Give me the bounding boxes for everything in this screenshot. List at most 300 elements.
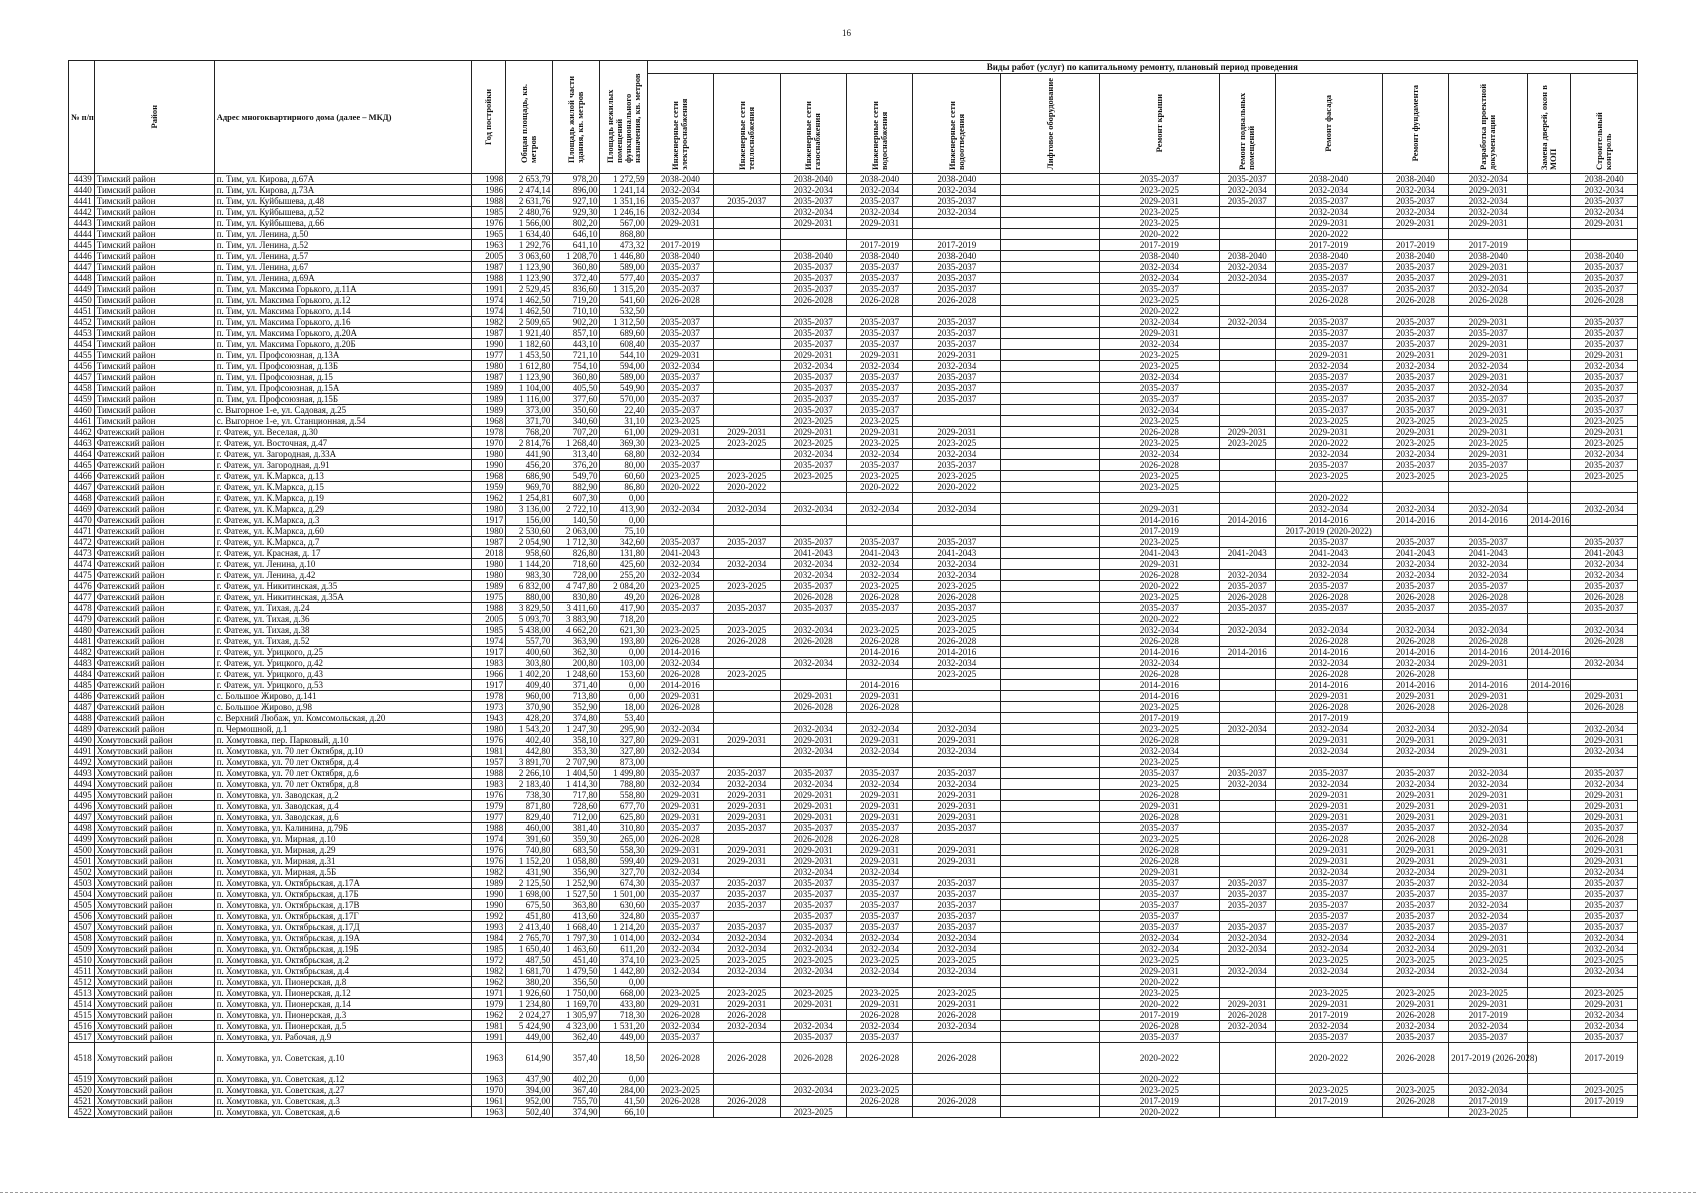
cell-work-design-docs: 2041-2043	[1449, 548, 1528, 559]
cell-work-doors-windows	[1528, 988, 1571, 999]
cell-work-water: 2032-2034	[846, 361, 912, 372]
cell-work-basement	[1219, 295, 1275, 306]
cell-work-roof: 2020-2022	[1099, 1043, 1219, 1074]
cell-work-construction-control: 2029-2031	[1571, 218, 1638, 229]
cell-work-construction-control	[1571, 614, 1638, 625]
cell-address: г. Фатеж, ул. К.Маркса, д.7	[214, 537, 471, 548]
cell-work-basement	[1219, 526, 1275, 537]
cell-work-heat: 2032-2034	[714, 966, 780, 977]
cell-address: г. Фатеж, ул. Тихая, д.52	[214, 636, 471, 647]
cell-work-sewer: 2023-2025	[913, 988, 1001, 999]
table-row	[69, 229, 1638, 240]
cell-district: Тимский район	[94, 317, 214, 328]
cell-row-number: 4499	[69, 834, 95, 845]
cell-work-facade: 2026-2028	[1275, 636, 1382, 647]
table-row	[69, 746, 1638, 757]
cell-work-foundation: 2029-2031	[1382, 735, 1448, 746]
cell-work-construction-control: 2035-2037	[1571, 262, 1638, 273]
cell-work-elevator	[1001, 416, 1100, 427]
cell-work-foundation: 2026-2028	[1382, 592, 1448, 603]
cell-work-doors-windows	[1528, 669, 1571, 680]
cell-build-year: 1993	[471, 922, 505, 933]
cell-build-year: 1989	[471, 581, 505, 592]
cell-work-basement	[1219, 284, 1275, 295]
cell-work-roof: 2032-2034	[1099, 449, 1219, 460]
cell-work-electric: 2029-2031	[647, 845, 713, 856]
cell-work-electric: 2032-2034	[647, 185, 713, 196]
cell-row-number: 4512	[69, 977, 95, 988]
cell-work-basement	[1219, 746, 1275, 757]
cell-work-construction-control: 2026-2028	[1571, 592, 1638, 603]
cell-district: Фатежский район	[94, 625, 214, 636]
cell-work-gas	[780, 647, 846, 658]
cell-work-heat	[714, 548, 780, 559]
cell-work-elevator	[1001, 713, 1100, 724]
cell-work-heat: 2023-2025	[714, 625, 780, 636]
cell-work-facade: 2035-2037	[1275, 284, 1382, 295]
cell-work-basement: 2041-2043	[1219, 548, 1275, 559]
cell-living-area: 607,30	[553, 493, 600, 504]
cell-build-year: 1972	[471, 955, 505, 966]
cell-work-construction-control: 2032-2034	[1571, 504, 1638, 515]
cell-work-roof	[1099, 493, 1219, 504]
header-work-1: Инженерные сети теплоснабжения	[714, 74, 780, 174]
cell-total-area: 1 543,20	[506, 724, 553, 735]
cell-work-roof: 2023-2025	[1099, 471, 1219, 482]
cell-total-area: 2 125,50	[506, 878, 553, 889]
cell-work-water: 2035-2037	[846, 603, 912, 614]
cell-nonliving-area: 18,50	[600, 1043, 647, 1074]
cell-work-sewer: 2035-2037	[913, 273, 1001, 284]
cell-living-area: 826,80	[553, 548, 600, 559]
cell-work-basement	[1219, 361, 1275, 372]
cell-work-foundation: 2023-2025	[1382, 438, 1448, 449]
cell-work-foundation: 2026-2028	[1382, 636, 1448, 647]
cell-work-design-docs: 2035-2037	[1449, 581, 1528, 592]
cell-work-roof: 2023-2025	[1099, 438, 1219, 449]
cell-work-heat	[714, 207, 780, 218]
cell-work-water: 2035-2037	[846, 889, 912, 900]
cell-work-foundation: 2035-2037	[1382, 196, 1448, 207]
cell-work-elevator	[1001, 823, 1100, 834]
cell-work-construction-control: 2035-2037	[1571, 878, 1638, 889]
cell-work-doors-windows	[1528, 801, 1571, 812]
cell-address: п. Хомутовка, ул. Октябрьская, д.17Б	[214, 889, 471, 900]
cell-work-foundation: 2032-2034	[1382, 933, 1448, 944]
cell-address: п. Тим, ул. Ленина, д.67	[214, 262, 471, 273]
cell-work-doors-windows	[1528, 581, 1571, 592]
header-work-11: Замена дверей, окон в МОП	[1528, 74, 1571, 174]
cell-work-construction-control: 2032-2034	[1571, 361, 1638, 372]
cell-living-area: 340,60	[553, 416, 600, 427]
cell-district: Тимский район	[94, 339, 214, 350]
cell-work-doors-windows	[1528, 1074, 1571, 1085]
cell-work-basement: 2032-2034	[1219, 944, 1275, 955]
cell-build-year: 1917	[471, 515, 505, 526]
cell-work-design-docs: 2029-2031	[1449, 339, 1528, 350]
cell-work-gas: 2029-2031	[780, 812, 846, 823]
cell-work-heat: 2029-2031	[714, 735, 780, 746]
cell-work-water: 2023-2025	[846, 625, 912, 636]
cell-work-sewer: 2029-2031	[913, 350, 1001, 361]
cell-work-facade: 2032-2034	[1275, 933, 1382, 944]
cell-work-doors-windows	[1528, 361, 1571, 372]
cell-build-year: 1965	[471, 229, 505, 240]
cell-work-roof: 2041-2043	[1099, 548, 1219, 559]
cell-work-sewer: 2041-2043	[913, 548, 1001, 559]
cell-living-area: 3 411,60	[553, 603, 600, 614]
cell-living-area: 2 707,90	[553, 757, 600, 768]
cell-work-gas: 2032-2034	[780, 625, 846, 636]
cell-row-number: 4474	[69, 559, 95, 570]
cell-row-number: 4478	[69, 603, 95, 614]
cell-work-construction-control: 2029-2031	[1571, 427, 1638, 438]
cell-build-year: 1973	[471, 702, 505, 713]
cell-work-elevator	[1001, 273, 1100, 284]
cell-build-year: 1980	[471, 361, 505, 372]
cell-work-water: 2029-2031	[846, 735, 912, 746]
cell-district: Хомутовский район	[94, 878, 214, 889]
cell-living-area: 377,60	[553, 394, 600, 405]
cell-district: Хомутовский район	[94, 1021, 214, 1032]
cell-work-doors-windows	[1528, 1010, 1571, 1021]
cell-district: Хомутовский район	[94, 746, 214, 757]
cell-build-year: 1987	[471, 328, 505, 339]
cell-work-electric: 2035-2037	[647, 328, 713, 339]
cell-work-heat: 2026-2028	[714, 1043, 780, 1074]
cell-total-area: 686,90	[506, 471, 553, 482]
cell-work-foundation	[1382, 306, 1448, 317]
cell-work-electric: 2026-2028	[647, 636, 713, 647]
table-row	[69, 911, 1638, 922]
cell-work-construction-control: 2023-2025	[1571, 988, 1638, 999]
cell-address: г. Фатеж, ул. К.Маркса, д.60	[214, 526, 471, 537]
cell-work-roof: 2035-2037	[1099, 394, 1219, 405]
cell-total-area: 431,90	[506, 867, 553, 878]
cell-work-water	[846, 526, 912, 537]
cell-row-number: 4448	[69, 273, 95, 284]
cell-nonliving-area: 153,60	[600, 669, 647, 680]
table-row	[69, 691, 1638, 702]
cell-work-electric: 2035-2037	[647, 922, 713, 933]
cell-work-doors-windows	[1528, 900, 1571, 911]
cell-work-gas	[780, 977, 846, 988]
table-row	[69, 790, 1638, 801]
cell-work-sewer	[913, 526, 1001, 537]
cell-work-electric: 2014-2016	[647, 647, 713, 658]
cell-work-heat	[714, 328, 780, 339]
cell-work-design-docs: 2014-2016	[1449, 680, 1528, 691]
cell-work-heat	[714, 757, 780, 768]
cell-work-water: 2032-2034	[846, 207, 912, 218]
cell-work-doors-windows: 2014-2016	[1528, 515, 1571, 526]
cell-work-electric: 2026-2028	[647, 1096, 713, 1107]
cell-district: Фатежский район	[94, 702, 214, 713]
cell-work-facade: 2035-2037	[1275, 911, 1382, 922]
cell-build-year: 1990	[471, 900, 505, 911]
cell-work-basement	[1219, 416, 1275, 427]
cell-work-doors-windows	[1528, 383, 1571, 394]
cell-total-area: 2 530,60	[506, 526, 553, 537]
table-row	[69, 603, 1638, 614]
table-row	[69, 647, 1638, 658]
cell-row-number: 4443	[69, 218, 95, 229]
cell-address: п. Хомутовка, ул. 70 лет Октября, д.4	[214, 757, 471, 768]
cell-address: п. Тим, ул. Максима Горького, д.16	[214, 317, 471, 328]
cell-work-foundation: 2035-2037	[1382, 273, 1448, 284]
table-row	[69, 812, 1638, 823]
cell-district: Фатежский район	[94, 504, 214, 515]
cell-work-electric: 2029-2031	[647, 427, 713, 438]
cell-work-facade	[1275, 977, 1382, 988]
cell-work-basement	[1219, 988, 1275, 999]
cell-nonliving-area: 0,00	[600, 691, 647, 702]
cell-work-design-docs: 2032-2034	[1449, 779, 1528, 790]
cell-district: Хомутовский район	[94, 999, 214, 1010]
cell-work-heat	[714, 691, 780, 702]
cell-living-area: 1 247,30	[553, 724, 600, 735]
cell-work-elevator	[1001, 284, 1100, 295]
cell-work-construction-control: 2023-2025	[1571, 438, 1638, 449]
cell-work-roof: 2026-2028	[1099, 735, 1219, 746]
cell-work-doors-windows	[1528, 746, 1571, 757]
cell-row-number: 4444	[69, 229, 95, 240]
cell-nonliving-area: 1 531,20	[600, 1021, 647, 1032]
cell-work-electric: 2023-2025	[647, 955, 713, 966]
cell-work-heat	[714, 911, 780, 922]
cell-work-electric: 2035-2037	[647, 339, 713, 350]
cell-work-water: 2035-2037	[846, 823, 912, 834]
cell-work-electric	[647, 526, 713, 537]
cell-work-basement	[1219, 1096, 1275, 1107]
cell-total-area: 5 093,70	[506, 614, 553, 625]
cell-nonliving-area: 630,60	[600, 900, 647, 911]
cell-work-basement	[1219, 460, 1275, 471]
cell-work-heat	[714, 1074, 780, 1085]
cell-work-heat: 2026-2028	[714, 1010, 780, 1021]
cell-work-water: 2029-2031	[846, 856, 912, 867]
cell-work-foundation: 2035-2037	[1382, 900, 1448, 911]
cell-work-basement: 2026-2028	[1219, 592, 1275, 603]
cell-work-facade: 2032-2034	[1275, 449, 1382, 460]
cell-work-gas: 2023-2025	[780, 416, 846, 427]
cell-work-design-docs: 2032-2034	[1449, 724, 1528, 735]
cell-work-construction-control	[1571, 240, 1638, 251]
cell-work-heat: 2026-2028	[714, 636, 780, 647]
cell-work-roof: 2035-2037	[1099, 1032, 1219, 1043]
table-row	[69, 581, 1638, 592]
cell-work-elevator	[1001, 735, 1100, 746]
cell-work-facade: 2035-2037	[1275, 900, 1382, 911]
cell-work-water: 2026-2028	[846, 702, 912, 713]
cell-build-year: 1962	[471, 1010, 505, 1021]
table-row	[69, 1085, 1638, 1096]
cell-work-roof: 2023-2025	[1099, 592, 1219, 603]
cell-work-roof: 2029-2031	[1099, 966, 1219, 977]
table-row	[69, 933, 1638, 944]
cell-work-electric: 2023-2025	[647, 1085, 713, 1096]
cell-district: Хомутовский район	[94, 933, 214, 944]
cell-work-construction-control	[1571, 1107, 1638, 1118]
cell-living-area: 902,20	[553, 317, 600, 328]
cell-work-facade: 2038-2040	[1275, 251, 1382, 262]
cell-row-number: 4490	[69, 735, 95, 746]
cell-work-basement	[1219, 1085, 1275, 1096]
cell-work-basement	[1219, 328, 1275, 339]
cell-work-roof: 2023-2025	[1099, 988, 1219, 999]
cell-work-elevator	[1001, 944, 1100, 955]
cell-build-year: 1979	[471, 801, 505, 812]
table-row	[69, 977, 1638, 988]
cell-work-design-docs: 2029-2031	[1449, 845, 1528, 856]
cell-living-area: 402,20	[553, 1074, 600, 1085]
cell-work-foundation: 2029-2031	[1382, 812, 1448, 823]
cell-work-electric: 2026-2028	[647, 702, 713, 713]
cell-district: Хомутовский район	[94, 988, 214, 999]
cell-row-number: 4493	[69, 768, 95, 779]
cell-total-area: 738,30	[506, 790, 553, 801]
cell-work-elevator	[1001, 559, 1100, 570]
cell-work-gas: 2038-2040	[780, 174, 846, 185]
table-row	[69, 922, 1638, 933]
cell-district: Фатежский район	[94, 460, 214, 471]
cell-work-foundation	[1382, 1074, 1448, 1085]
cell-build-year: 1966	[471, 669, 505, 680]
cell-living-area: 646,10	[553, 229, 600, 240]
cell-work-sewer	[913, 493, 1001, 504]
cell-work-sewer: 2035-2037	[913, 284, 1001, 295]
cell-work-doors-windows	[1528, 350, 1571, 361]
cell-work-electric: 2035-2037	[647, 603, 713, 614]
cell-work-sewer: 2032-2034	[913, 449, 1001, 460]
cell-district: Тимский район	[94, 273, 214, 284]
cell-work-basement	[1219, 449, 1275, 460]
cell-work-gas: 2029-2031	[780, 427, 846, 438]
cell-row-number: 4518	[69, 1043, 95, 1074]
cell-work-design-docs: 2029-2031	[1449, 427, 1528, 438]
cell-total-area: 1 292,76	[506, 240, 553, 251]
cell-work-sewer: 2032-2034	[913, 933, 1001, 944]
cell-total-area: 1 453,50	[506, 350, 553, 361]
cell-work-elevator	[1001, 977, 1100, 988]
cell-work-foundation: 2029-2031	[1382, 218, 1448, 229]
cell-work-roof: 2035-2037	[1099, 603, 1219, 614]
cell-work-design-docs: 2032-2034	[1449, 625, 1528, 636]
cell-work-basement	[1219, 306, 1275, 317]
table-row	[69, 493, 1638, 504]
cell-work-water: 2023-2025	[846, 581, 912, 592]
cell-build-year: 1990	[471, 339, 505, 350]
cell-work-doors-windows	[1528, 251, 1571, 262]
cell-address: с. Выгорное 1-е, ул. Станционная, д.54	[214, 416, 471, 427]
cell-address: п. Хомутовка, ул. Мирная, д.10	[214, 834, 471, 845]
cell-work-doors-windows	[1528, 207, 1571, 218]
cell-row-number: 4445	[69, 240, 95, 251]
cell-work-heat	[714, 251, 780, 262]
cell-work-electric: 2029-2031	[647, 812, 713, 823]
cell-address: п. Тим, ул. Максима Горького, д.20Б	[214, 339, 471, 350]
cell-living-area: 683,50	[553, 845, 600, 856]
table-row	[69, 1021, 1638, 1032]
cell-work-facade: 2014-2016	[1275, 647, 1382, 658]
cell-work-construction-control: 2035-2037	[1571, 889, 1638, 900]
cell-work-sewer: 2035-2037	[913, 317, 1001, 328]
cell-work-water: 2023-2025	[846, 1085, 912, 1096]
cell-row-number: 4475	[69, 570, 95, 581]
cell-build-year: 1989	[471, 383, 505, 394]
cell-address: г. Фатеж, ул. Ленина, д.42	[214, 570, 471, 581]
cell-address: п. Хомутовка, ул. 70 лет Октября, д.10	[214, 746, 471, 757]
cell-total-area: 303,80	[506, 658, 553, 669]
cell-work-basement	[1219, 1107, 1275, 1118]
cell-district: Тимский район	[94, 174, 214, 185]
cell-build-year: 1988	[471, 823, 505, 834]
cell-district: Хомутовский район	[94, 1085, 214, 1096]
cell-work-elevator	[1001, 339, 1100, 350]
cell-nonliving-area: 549,90	[600, 383, 647, 394]
cell-work-construction-control	[1571, 1074, 1638, 1085]
cell-total-area: 1 144,20	[506, 559, 553, 570]
cell-work-water: 2026-2028	[846, 1010, 912, 1021]
cell-work-facade: 2035-2037	[1275, 878, 1382, 889]
cell-district: Хомутовский район	[94, 1107, 214, 1118]
cell-work-heat: 2035-2037	[714, 196, 780, 207]
cell-build-year: 1981	[471, 1021, 505, 1032]
cell-row-number: 4446	[69, 251, 95, 262]
cell-row-number: 4491	[69, 746, 95, 757]
cell-work-gas: 2029-2031	[780, 856, 846, 867]
cell-work-water: 2029-2031	[846, 350, 912, 361]
cell-work-water: 2035-2037	[846, 922, 912, 933]
cell-living-area: 363,90	[553, 636, 600, 647]
cell-address: п. Хомутовка, ул. Октябрьская, д.2	[214, 955, 471, 966]
cell-build-year: 1991	[471, 284, 505, 295]
cell-work-gas: 2035-2037	[780, 394, 846, 405]
cell-work-doors-windows	[1528, 284, 1571, 295]
cell-work-heat	[714, 746, 780, 757]
cell-work-elevator	[1001, 383, 1100, 394]
cell-work-roof: 2035-2037	[1099, 284, 1219, 295]
cell-work-elevator	[1001, 647, 1100, 658]
cell-build-year: 1978	[471, 691, 505, 702]
cell-work-doors-windows	[1528, 427, 1571, 438]
cell-district: Тимский район	[94, 295, 214, 306]
cell-work-basement	[1219, 812, 1275, 823]
cell-work-roof: 2020-2022	[1099, 306, 1219, 317]
cell-work-sewer	[913, 702, 1001, 713]
cell-work-water: 2023-2025	[846, 416, 912, 427]
cell-work-water: 2035-2037	[846, 878, 912, 889]
table-row	[69, 449, 1638, 460]
cell-work-doors-windows	[1528, 1032, 1571, 1043]
table-row	[69, 889, 1638, 900]
cell-work-doors-windows	[1528, 768, 1571, 779]
cell-work-facade: 2026-2028	[1275, 295, 1382, 306]
cell-work-water: 2035-2037	[846, 372, 912, 383]
cell-work-foundation: 2035-2037	[1382, 889, 1448, 900]
cell-total-area: 2 474,14	[506, 185, 553, 196]
cell-work-construction-control: 2023-2025	[1571, 955, 1638, 966]
cell-build-year: 1988	[471, 273, 505, 284]
cell-living-area: 376,20	[553, 460, 600, 471]
table-row	[69, 416, 1638, 427]
cell-living-area: 1 463,60	[553, 944, 600, 955]
cell-work-water: 2038-2040	[846, 251, 912, 262]
cell-work-doors-windows	[1528, 526, 1571, 537]
cell-work-foundation: 2035-2037	[1382, 383, 1448, 394]
cell-build-year: 1962	[471, 977, 505, 988]
table-row	[69, 218, 1638, 229]
